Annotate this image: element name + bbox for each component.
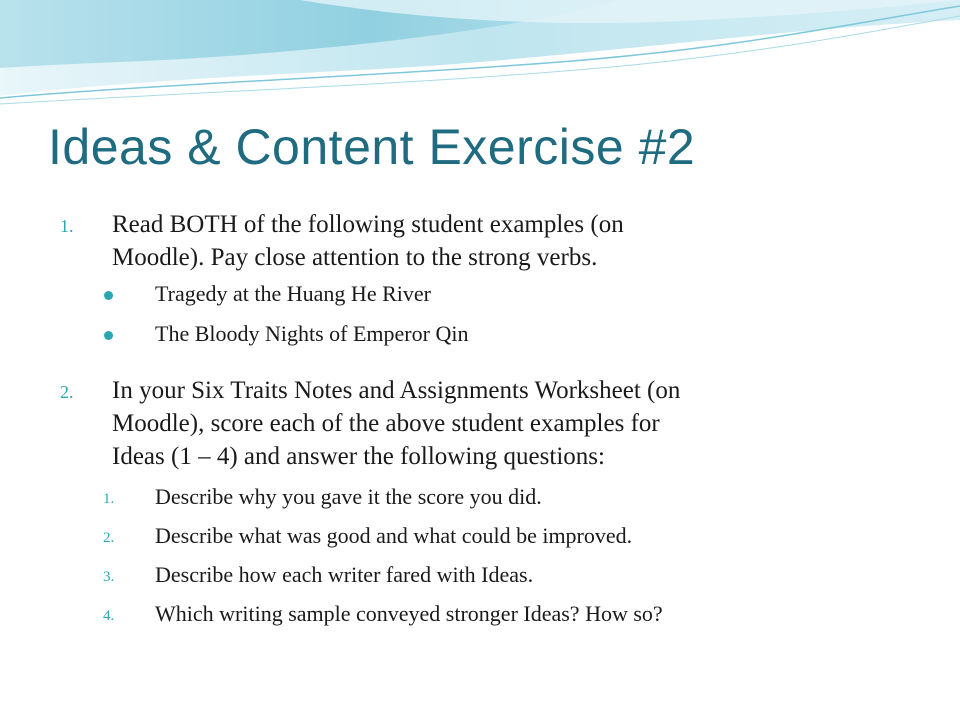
sub-item-number: 2. — [103, 530, 115, 546]
item-text-line: In your Six Traits Notes and Assignments Worksheet (on — [112, 377, 681, 404]
bullet-text: The Bloody Nights of Emperor Qin — [155, 321, 469, 346]
sub-item-text: Describe what was good and what could be improved. — [155, 523, 633, 548]
sub-list-item — [0, 561, 960, 589]
slide-title: Ideas & Content Exercise #2 — [48, 119, 696, 175]
sub-list-item — [0, 600, 960, 628]
sub-item-text: Describe why you gave it the score you did. — [155, 484, 542, 509]
bullet-dot-icon — [104, 291, 113, 300]
numbered-item-2 — [0, 374, 960, 473]
item-text-line: Moodle). Pay close attention to the strong verbs. — [112, 244, 598, 271]
bullet-item — [0, 280, 960, 308]
sub-list-item — [0, 522, 960, 550]
slide-content — [0, 208, 960, 628]
item-number: 1. — [60, 216, 74, 236]
bullet-item — [0, 320, 960, 348]
sub-item-number: 3. — [103, 569, 115, 585]
sub-list-item — [0, 483, 960, 511]
header-wave-banner — [0, 0, 960, 110]
bullet-text: Tragedy at the Huang He River — [155, 281, 431, 306]
bullet-dot-icon — [104, 331, 113, 340]
item-text-line: Ideas (1 – 4) and answer the following questions: — [112, 443, 605, 470]
sub-item-text: Which writing sample conveyed stronger Ideas? How so? — [155, 601, 663, 626]
sub-item-number: 4. — [103, 608, 115, 624]
item-text-line: Read BOTH of the following student examples (on — [112, 211, 624, 238]
numbered-item-1 — [0, 208, 960, 274]
item-number: 2. — [60, 382, 74, 402]
sub-item-number: 1. — [103, 491, 115, 507]
item-text-line: Moodle), score each of the above student examples for — [112, 410, 660, 437]
sub-item-text: Describe how each writer fared with Ideas. — [155, 562, 534, 587]
